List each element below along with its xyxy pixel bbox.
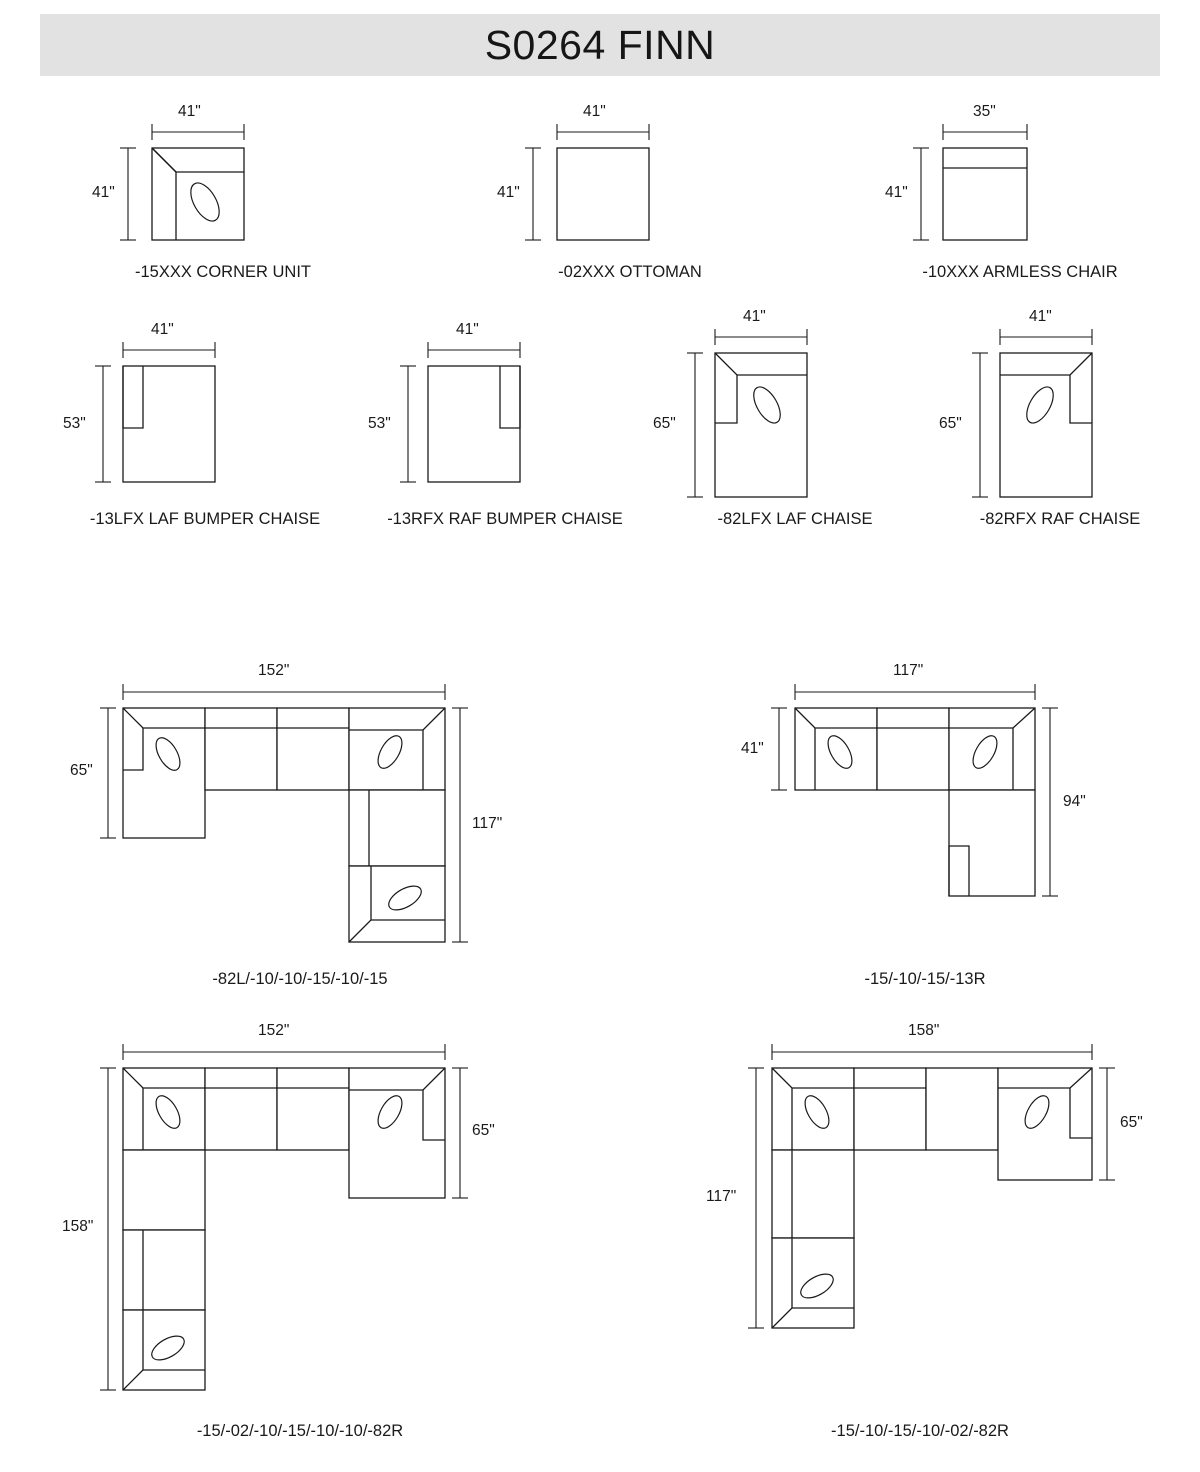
dimension-height-left: 117" <box>706 1188 737 1205</box>
dimension-height: 65" <box>653 415 676 432</box>
dimension-height-right: 65" <box>472 1122 495 1139</box>
caption-configuration-1: -82L/-10/-10/-15/-10/-15 <box>212 970 388 988</box>
dimension-height-left: 158" <box>62 1218 94 1235</box>
dimension-height: 65" <box>939 415 962 432</box>
dimension-width: 35" <box>973 103 996 120</box>
caption-laf-chaise: -82LFX LAF CHAISE <box>717 510 873 528</box>
configuration-4 <box>700 1022 1143 1350</box>
caption-raf-chaise: -82RFX RAF CHAISE <box>979 510 1141 528</box>
dimension-width: 158" <box>908 1022 940 1039</box>
piece-raf-bumper-chaise <box>368 315 630 505</box>
dimension-height: 53" <box>63 415 86 432</box>
caption-armless-chair: -10XXX ARMLESS CHAIR <box>922 263 1118 281</box>
dimension-height: 41" <box>92 184 115 201</box>
caption-laf-bumper-chaise: -13LFX LAF BUMPER CHAISE <box>89 510 321 528</box>
dimension-width: 41" <box>178 103 201 120</box>
configuration-1 <box>70 662 510 960</box>
piece-corner-unit <box>92 100 340 290</box>
dimension-width: 41" <box>456 321 479 338</box>
piece-armless-chair <box>885 100 1135 290</box>
piece-laf-bumper-chaise <box>63 315 325 505</box>
page-title: S0264 FINN <box>484 21 716 68</box>
dimension-width: 41" <box>151 321 174 338</box>
caption-configuration-2: -15/-10/-15/-13R <box>864 970 986 988</box>
dimension-height: 41" <box>497 184 520 201</box>
dimension-height: 41" <box>885 184 908 201</box>
dimension-width: 152" <box>258 1022 290 1039</box>
dimension-height-right: 65" <box>1120 1114 1143 1131</box>
piece-laf-chaise <box>653 308 915 505</box>
caption-configuration-4: -15/-10/-15/-10/-02/-82R <box>831 1422 1009 1440</box>
caption-ottoman: -02XXX OTTOMAN <box>558 263 702 281</box>
piece-raf-chaise <box>939 308 1185 505</box>
dimension-width: 41" <box>583 103 606 120</box>
configuration-3 <box>62 1022 510 1410</box>
caption-corner-unit: -15XXX CORNER UNIT <box>134 263 312 281</box>
configuration-2 <box>741 662 1105 920</box>
dimension-height-left: 65" <box>70 762 93 779</box>
dimension-height-left: 41" <box>741 740 764 757</box>
piece-ottoman <box>497 100 745 290</box>
dimension-width: 152" <box>258 662 290 679</box>
caption-configuration-3: -15/-02/-10/-15/-10/-10/-82R <box>196 1422 404 1440</box>
dimension-width: 41" <box>1029 308 1052 325</box>
dimension-height: 53" <box>368 415 391 432</box>
dimension-width: 41" <box>743 308 766 325</box>
dimension-height-right: 94" <box>1063 793 1086 810</box>
page-title-bar <box>40 14 1160 76</box>
caption-raf-bumper-chaise: -13RFX RAF BUMPER CHAISE <box>387 510 623 528</box>
dimension-height-right: 117" <box>472 815 503 832</box>
dimension-width: 117" <box>893 662 924 679</box>
